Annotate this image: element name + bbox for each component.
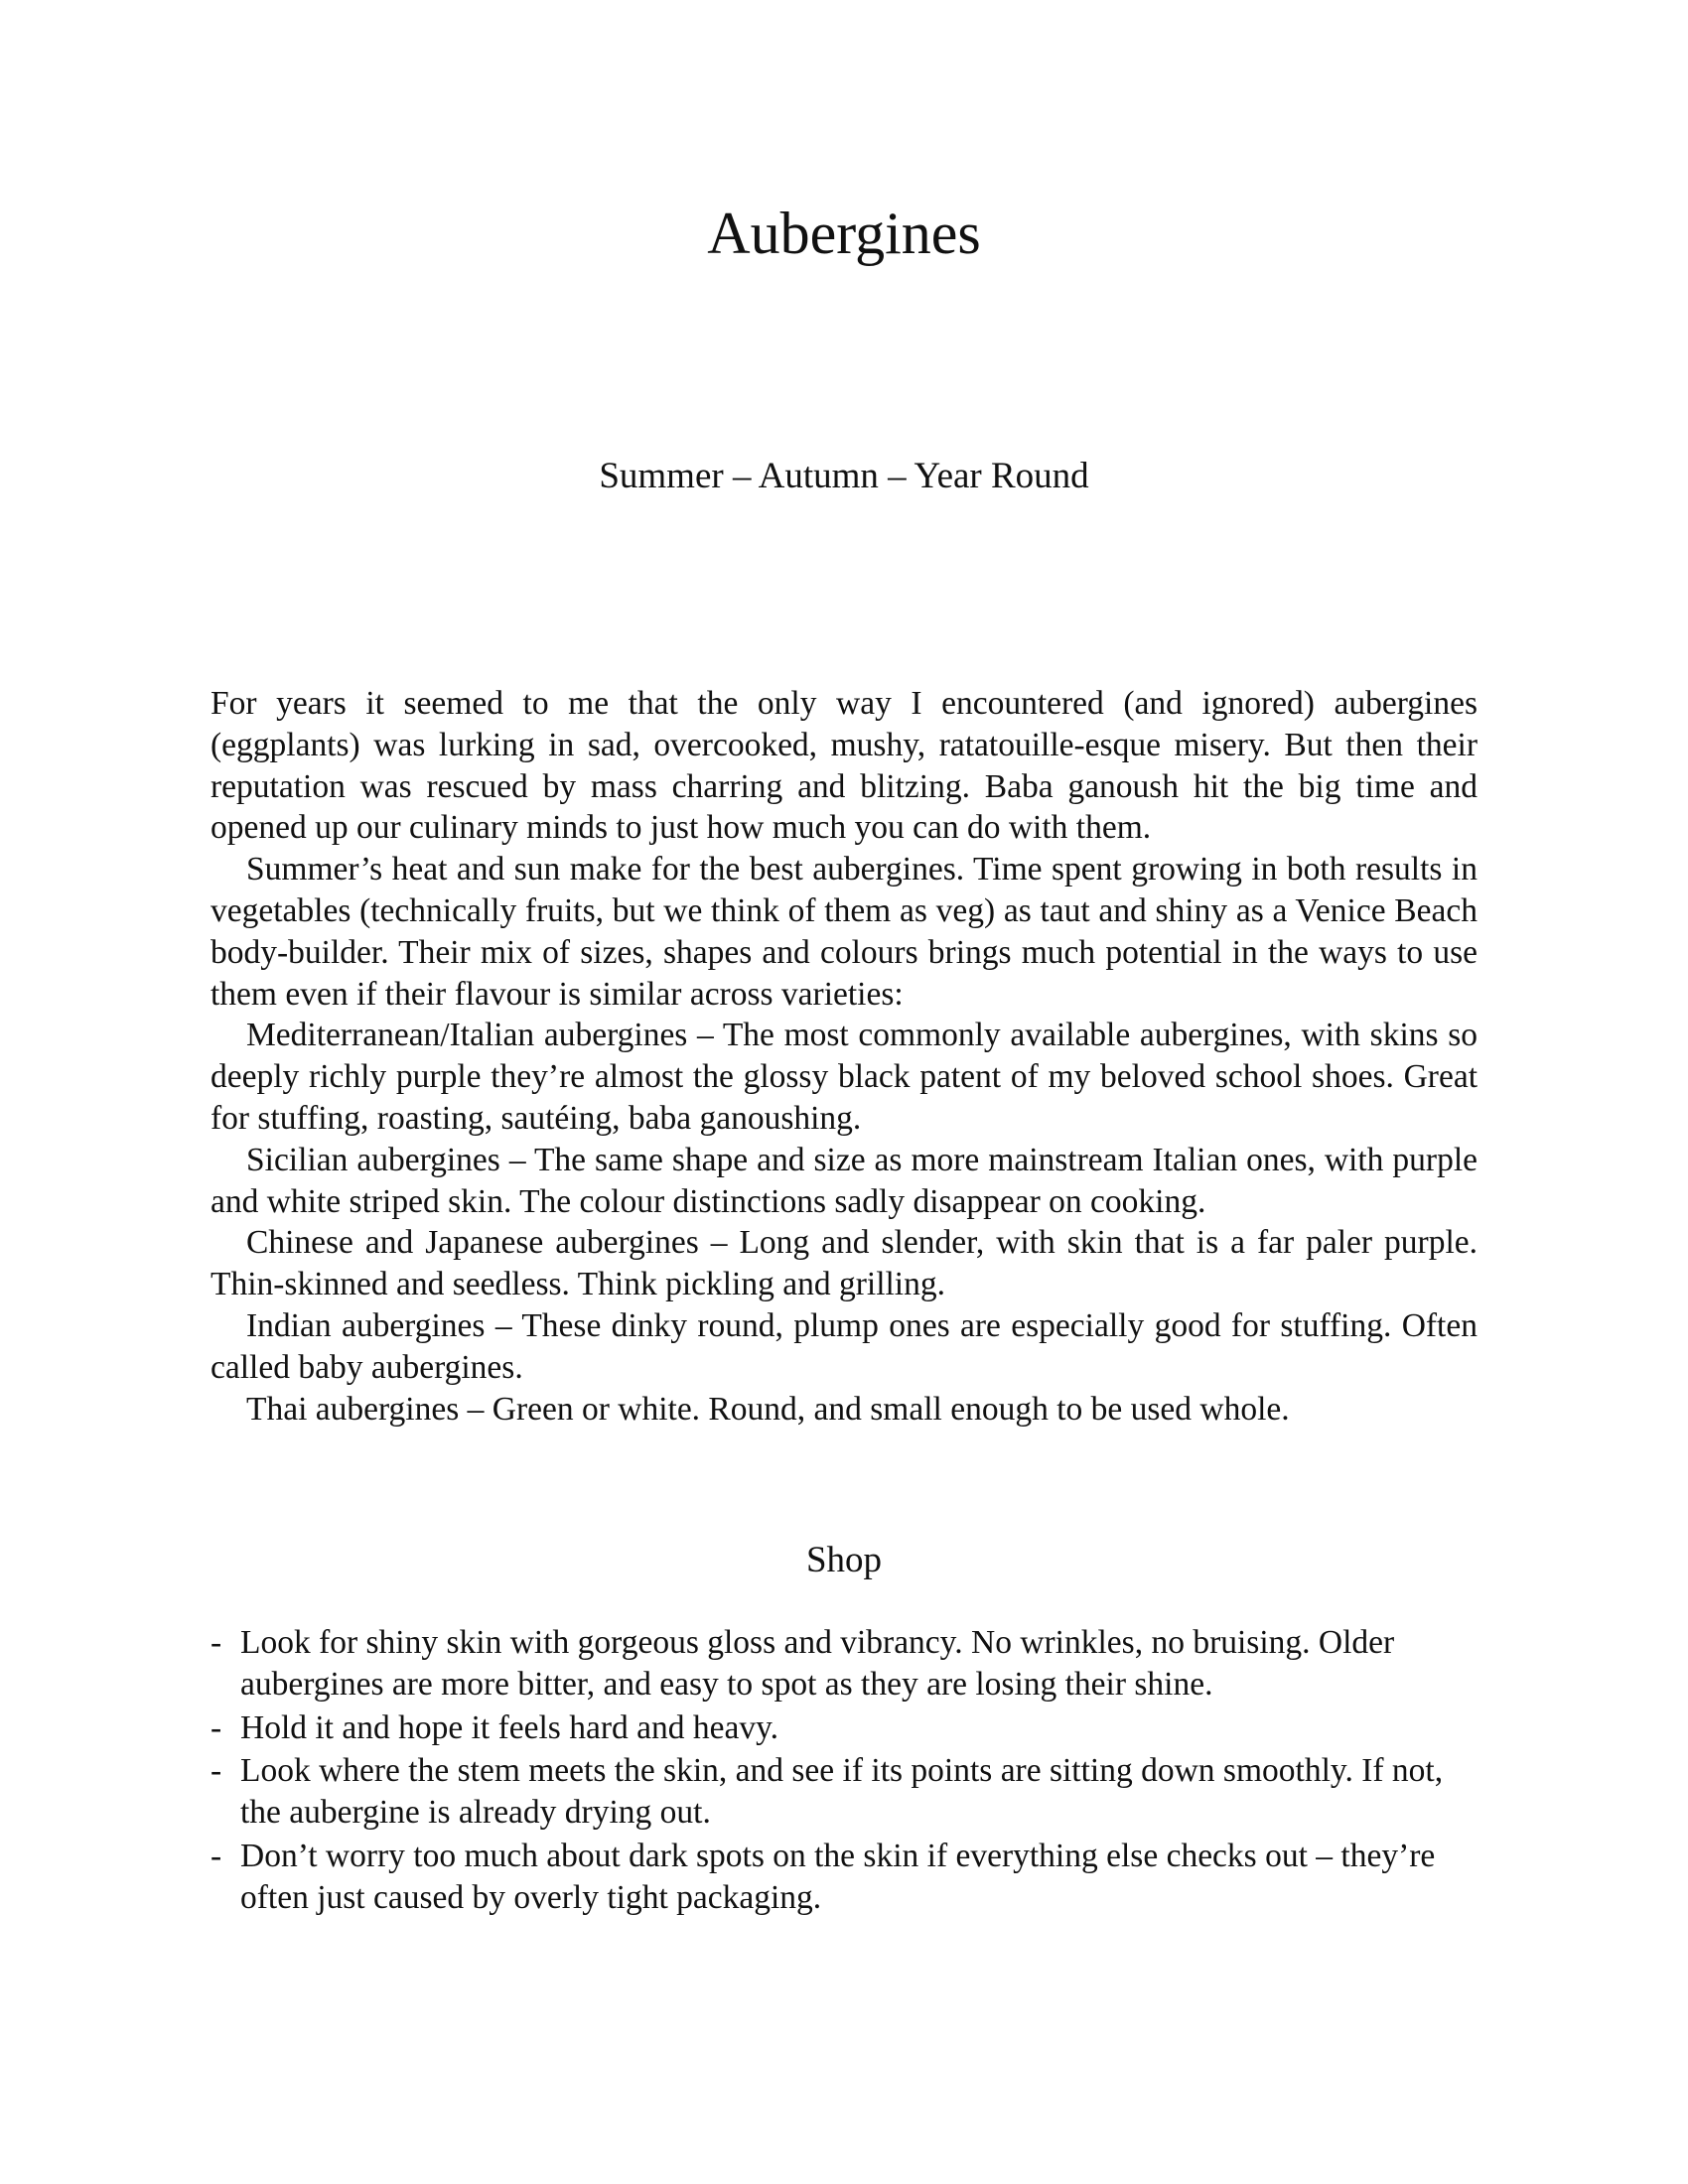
list-item (211, 1622, 1477, 1706)
paragraph: Thai aubergines – Green or white. Round, and small enough to be used whole. (246, 1390, 1290, 1428)
tip-text: Look for shiny skin with gorgeous gloss and vibrancy. No wrinkles, no bruising. Older aubergines are more bitter, and easy to spot as they are losing their shine. (240, 1624, 1395, 1703)
tip-text: Don’t worry too much about dark spots on the skin if everything else checks out – they’re often just caused by overly tight packaging. (240, 1837, 1436, 1916)
intro-body (211, 683, 1477, 1430)
bullet-dash: - (211, 1708, 222, 1746)
paragraph: Summer’s heat and sun make for the best aubergines. Time spent growing in both results in vegetables (technically fruits, but we think of them as veg) as taut and shiny as a Venice Beach body-builder. Their mix of sizes, shapes and colours brings much potential in the ways to use them even if their flavour is similar across varieties: (211, 851, 1477, 1013)
season-subtitle: Summer – Autumn – Year Round (599, 456, 1089, 496)
list-item (211, 1750, 1477, 1834)
paragraph: Sicilian aubergines – The same shape and size as more mainstream Italian ones, with purple and white striped skin. The colour distinctions sadly disappear on cooking. (211, 1141, 1477, 1220)
bullet-dash: - (211, 1624, 222, 1661)
bullet-dash: - (211, 1752, 222, 1790)
page-title: Aubergines (707, 201, 981, 266)
tip-text: Hold it and hope it feels hard and heavy. (240, 1708, 779, 1746)
list-item (211, 1836, 1477, 1919)
list-item (211, 1707, 1477, 1749)
paragraph: Mediterranean/Italian aubergines – The most commonly available aubergines, with skins so deeply richly purple they’re almost the glossy black patent of my beloved school shoes. Great for stuffing, roasting, sautéing, baba ganoushing. (211, 1017, 1477, 1137)
shop-tips-list (211, 1622, 1477, 1921)
shop-heading: Shop (805, 1540, 883, 1580)
tip-text: Look where the stem meets the skin, and see if its points are sitting down smoothly. If not, the aubergine is already drying out. (240, 1752, 1444, 1832)
paragraph: For years it seemed to me that the only way I encountered (and ignored) aubergines (eggplants) was lurking in sad, overcooked, mushy, ratatouille-esque misery. But then their reputation was rescued by mass charring and blitzing. Baba ganoush hit the big time and opened up our culinary minds to just how much you can do with them. (211, 685, 1477, 847)
bullet-dash: - (211, 1837, 222, 1874)
paragraph: Chinese and Japanese aubergines – Long and slender, with skin that is a far paler purple. Thin-skinned and seedless. Think pickling and grilling. (211, 1224, 1477, 1303)
paragraph: Indian aubergines – These dinky round, plump ones are especially good for stuffing. Often called baby aubergines. (211, 1306, 1477, 1386)
